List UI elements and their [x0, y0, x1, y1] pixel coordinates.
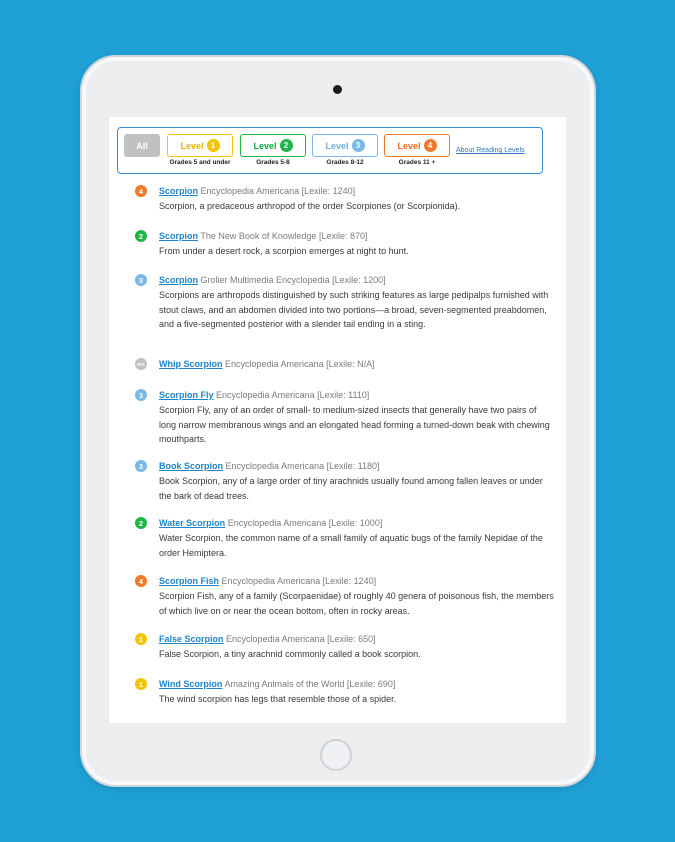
result-description: Scorpion Fish, any of a family (Scorpaenidae) of roughly 40 genera of poisonous fish, the members of which live on or near the ocean bottom, often in rocky areas.: [159, 591, 554, 616]
camera-dot: [333, 85, 342, 94]
level-badge: 2: [135, 230, 147, 242]
level-badge: 4: [135, 575, 147, 587]
result-source: Encyclopedia Americana: [225, 359, 324, 369]
level-badge: N/A: [135, 358, 147, 370]
level-number-badge: 1: [207, 139, 220, 152]
result-description: From under a desert rock, a scorpion emerges at night to hunt.: [159, 246, 409, 256]
result-description: Book Scorpion, any of a large order of tiny arachnids usually found among fallen leaves or under the bark of dead trees.: [159, 476, 543, 501]
level-badge: 3: [135, 274, 147, 286]
result-description: Scorpion Fly, any of an order of small- to medium-sized insects that generally have two pairs of long narrow membranous wings and an elongated head forming a turned-down beak with chewing mouthparts.: [159, 405, 550, 444]
level-badge: 2: [135, 517, 147, 529]
filter-level-1-button[interactable]: [167, 134, 233, 157]
result-source: Encyclopedia Americana: [226, 634, 325, 644]
about-reading-levels-link[interactable]: About Reading Levels: [456, 147, 525, 154]
level-badge: 4: [135, 185, 147, 197]
result-title-link[interactable]: Scorpion: [159, 231, 199, 241]
filter-level-4-button[interactable]: [384, 134, 450, 157]
level-badge: 3: [135, 460, 147, 472]
level-badge: 1: [135, 633, 147, 645]
result-title-link[interactable]: False Scorpion: [159, 634, 224, 644]
result-lexile: [Lexile: 1110]: [317, 390, 370, 400]
level-badge: 3: [135, 389, 147, 401]
filter-level-2-button[interactable]: [240, 134, 306, 157]
result-title-link[interactable]: Scorpion: [159, 186, 199, 196]
grade-range-label: Grades 8-12: [326, 159, 364, 166]
grade-range-label: Grades 11 +: [398, 159, 436, 166]
result-description: Water Scorpion, the common name of a small family of aquatic bugs of the family Nepidae of the order Hemiptera.: [159, 533, 543, 558]
result-source: Encyclopedia Americana: [200, 186, 300, 196]
result-description: The wind scorpion has legs that resemble those of a spider.: [159, 694, 397, 704]
result-source: Encyclopedia Americana: [225, 461, 325, 471]
result-description: False Scorpion, a tiny arachnid commonly called a book scorpion.: [159, 649, 421, 659]
result-title-link[interactable]: Book Scorpion: [159, 461, 224, 471]
screen: [109, 117, 566, 723]
filter-all-label: All: [136, 140, 148, 151]
reading-level-filter: [117, 127, 543, 174]
result-source: Grolier Multimedia Encyclopedia: [200, 275, 330, 285]
result-title-link[interactable]: Water Scorpion: [159, 518, 226, 528]
result-title-link[interactable]: Scorpion Fish: [159, 576, 220, 586]
result-lexile: [Lexile: 690]: [346, 679, 396, 689]
result-source: The New Book of Knowledge: [200, 231, 317, 241]
result-lexile: [Lexile: 1240]: [322, 576, 377, 586]
result-description: Scorpion, a predaceous arthropod of the order Scorpiones (or Scorpionida).: [159, 201, 461, 211]
result-source: Encyclopedia Americana: [216, 390, 315, 400]
result-title-link[interactable]: Scorpion: [159, 275, 199, 285]
result-lexile: [Lexile: 1180]: [326, 461, 380, 471]
filter-level-3-button[interactable]: [312, 134, 378, 157]
result-title-link[interactable]: Whip Scorpion: [159, 359, 223, 369]
result-lexile: [Lexile: N/A]: [326, 359, 375, 369]
level-number-badge: 2: [280, 139, 293, 152]
level-word: Level: [325, 140, 349, 151]
level-number-badge: 3: [352, 139, 365, 152]
grade-range-label: Grades 5-8: [256, 159, 290, 166]
level-badge: 1: [135, 678, 147, 690]
result-title-link[interactable]: Wind Scorpion: [159, 679, 223, 689]
result-lexile: [Lexile: 1000]: [328, 518, 383, 528]
home-button[interactable]: [320, 739, 352, 771]
result-lexile: [Lexile: 1240]: [301, 186, 356, 196]
result-source: Encyclopedia Americana: [221, 576, 321, 586]
result-lexile: [Lexile: 870]: [318, 231, 368, 241]
result-description: Scorpions are arthropods distinguished by such striking features as large pedipalps furnished with stout claws, and an abdomen divided into two portions—a broad, seven-segmented preabdomen, and a five-segmented posterior with a slender tail ending in a sting.: [159, 290, 549, 329]
filter-all-button[interactable]: [124, 134, 160, 157]
grade-range-label: Grades 5 and under: [169, 159, 231, 166]
level-word: Level: [180, 140, 204, 151]
result-lexile: [Lexile: 1200]: [332, 275, 386, 285]
result-lexile: [Lexile: 650]: [327, 634, 376, 644]
level-word: Level: [397, 140, 421, 151]
result-source: Amazing Animals of the World: [224, 679, 345, 689]
level-word: Level: [253, 140, 277, 151]
result-title-link[interactable]: Scorpion Fly: [159, 390, 214, 400]
level-number-badge: 4: [424, 139, 437, 152]
result-source: Encyclopedia Americana: [227, 518, 327, 528]
